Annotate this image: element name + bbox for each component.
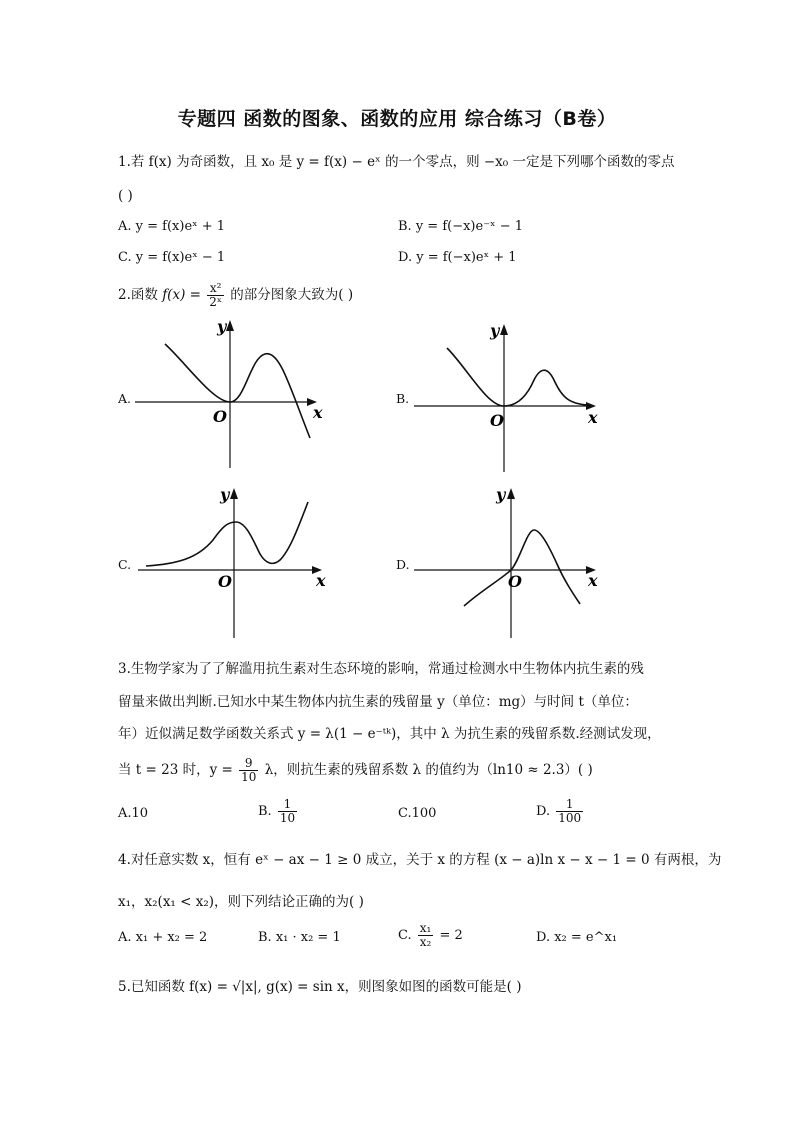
q4-option-d: D. x₂ = e^x₁ — [536, 930, 618, 945]
q3-line-2: 留量来做出判断.已知水中某生物体内抗生素的残留量 y（单位：mg）与时间 t（单位： — [118, 694, 638, 710]
q3-option-d-label: D. — [536, 804, 551, 819]
graph-a-axis-y: y — [217, 318, 227, 336]
q4-option-c-fraction — [418, 922, 434, 949]
q3-option-d-fraction — [556, 798, 583, 825]
q2-func: f(x) = — [162, 287, 201, 303]
q3-line-4 — [118, 757, 593, 784]
graph-d-axis-y: y — [496, 486, 506, 504]
q3-fraction — [239, 757, 258, 784]
graph-c-axis-y: y — [220, 486, 230, 504]
q3-frac-num: 9 — [239, 757, 258, 771]
graph-a-label: A. — [118, 391, 132, 406]
q5-stem: 5.已知函数 f(x) = √|x|, g(x) = sin x，则图象如图的函数可能是( ) — [118, 979, 522, 995]
graph-b-axis-y: y — [490, 321, 500, 340]
q4-option-c-den: x₂ — [419, 935, 432, 949]
q1-stem: 1.若 f(x) 为奇函数，且 x₀ 是 y = f(x) − eˣ 的一个零点，则 −x₀ 一定是下列哪个函数的零点 — [118, 154, 675, 170]
q3-line-1: 3.生物学家为了了解滥用抗生素对生态环境的影响，常通过检测水中生物体内抗生素的残 — [118, 661, 644, 677]
graph-d-label: D. — [396, 557, 410, 572]
graph-a-origin: O — [213, 407, 227, 426]
graph-b — [412, 320, 612, 472]
graph-d-axis-x: x — [588, 571, 598, 590]
q3-option-b-fraction — [278, 798, 297, 825]
q4-line-1: 4.对任意实数 x，恒有 eˣ − ax − 1 ≥ 0 成立，关于 x 的方程 (x − a)ln x − x − 1 = 0 有两根，为 — [118, 852, 722, 868]
page-title: 专题四 函数的图象、函数的应用 综合练习（B卷） — [177, 108, 617, 130]
graph-d — [412, 486, 612, 640]
q3-option-d-den: 100 — [558, 811, 582, 825]
q4-option-a: A. x₁ + x₂ = 2 — [118, 930, 208, 945]
graph-a — [135, 318, 335, 470]
q3-frac-den: 10 — [241, 770, 257, 784]
graph-c-label: C. — [118, 557, 132, 572]
graph-c-origin: O — [218, 572, 232, 591]
q3-line-3: 年）近似满足数学函数关系式 y = λ(1 − e⁻ᵗᵏ)，其中 λ 为抗生素的残留系数.经测试发现， — [118, 726, 661, 742]
q3-option-c: C.100 — [398, 806, 437, 821]
graph-b-label: B. — [396, 391, 410, 406]
q4-line-2: x₁，x₂(x₁ < x₂)，则下列结论正确的为( ) — [118, 894, 364, 910]
q1-option-b: B. y = f(−x)e⁻ˣ − 1 — [398, 219, 523, 234]
q3-option-b-label: B. — [258, 804, 272, 819]
q3-option-b-num: 1 — [278, 798, 297, 812]
q4-option-c-num: x₁ — [419, 921, 432, 935]
q3-option-a: A.10 — [118, 806, 149, 821]
q3-option-d-num: 1 — [556, 798, 583, 812]
graph-c-axis-x: x — [316, 571, 326, 590]
q2-fraction — [207, 282, 224, 309]
q1-option-c: C. y = f(x)eˣ − 1 — [118, 250, 226, 265]
q3-line-4-b: λ，则抗生素的残留系数 λ 的值约为（ln10 ≈ 2.3）( ) — [264, 762, 593, 778]
q2-stem — [118, 282, 353, 309]
graph-a-axis-x: x — [313, 403, 323, 422]
q2-stem-prefix: 2.函数 — [118, 287, 158, 303]
q2-frac-den: 2ˣ — [209, 295, 222, 309]
graph-c — [138, 486, 338, 640]
q2-frac-num: x² — [207, 282, 224, 296]
graph-b-origin: O — [490, 411, 504, 430]
q2-stem-suffix: 的部分图象大致为( ) — [230, 287, 354, 303]
q4-option-b: B. x₁ · x₂ = 1 — [258, 930, 341, 945]
graph-d-origin: O — [508, 572, 522, 591]
q3-option-b-den: 10 — [279, 811, 296, 825]
graph-b-axis-x: x — [588, 408, 598, 427]
q4-option-c-label: C. — [398, 928, 412, 943]
q1-option-a: A. y = f(x)eˣ + 1 — [118, 219, 226, 234]
q4-option-c-tail: = 2 — [439, 928, 463, 943]
q3-line-4-a: 当 t = 23 时，y = — [118, 762, 233, 778]
q4-option-c — [398, 922, 463, 949]
q1-option-d: D. y = f(−x)eˣ + 1 — [398, 250, 517, 265]
q3-option-d — [536, 798, 585, 825]
q3-option-b — [258, 798, 299, 825]
q1-answer-paren: ( ) — [118, 188, 133, 204]
